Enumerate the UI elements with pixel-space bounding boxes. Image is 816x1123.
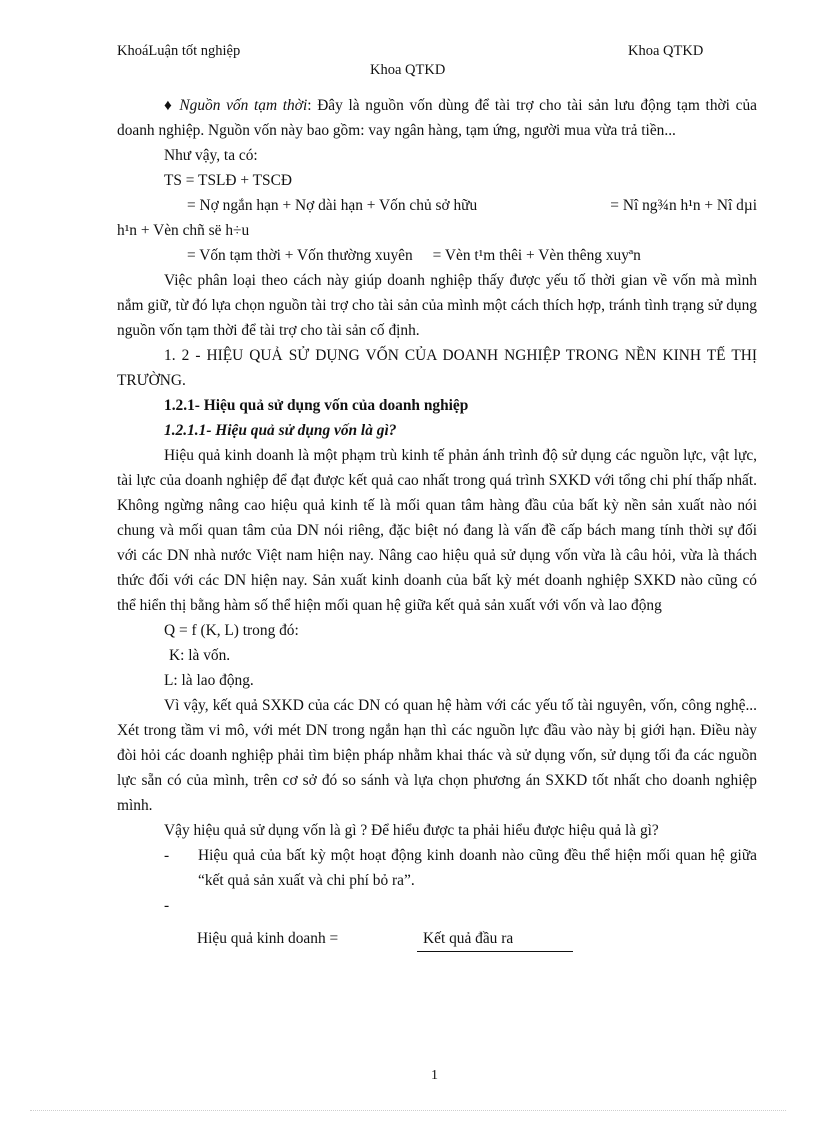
paragraph-therefore: Vì vậy, kết quả SXKD của các DN có quan hệ hàm với các yếu tố tài nguyên, vốn, công nghệ... Xét trong tầm vi mô, với mét DN trong ngắn hạn thì các nguồn lực đầu vào này bị giới hạn. Điều này đòi hỏi các doanh nghiệp phải tìm biện pháp nhằm khai thác và sử dụng vốn, sử dụng tối đa các nguồn lực sẵn có của mình, trên cơ sở đó so sánh và lựa chọn phương án SXKD tốt nhất cho doanh nghiệp mình.	[117, 697, 757, 814]
equation-3-left: = Vốn tạm thời + Vốn thường xuyên	[187, 247, 413, 264]
list-item	[117, 893, 757, 918]
equation-3	[117, 243, 757, 268]
equation-2-continuation: h¹n + Vèn chñ së h÷u	[117, 222, 250, 239]
heading-1-2-1: 1.2.1- Hiệu quả sử dụng vốn của doanh nghiệp	[164, 397, 469, 414]
paragraph-classification: Việc phân loại theo cách này giúp doanh nghiệp thấy được yếu tố thời gian về vốn mà mình nắm giữ, từ đó lựa chọn nguồn tài trợ cho tài sản của mình một cách thích hợp, tránh tình trạng sử dụng nguồn vốn tạm thời để tài trợ cho tài sản cố định.	[117, 272, 757, 339]
formula-q: Q = f (K, L) trong đó:	[164, 622, 299, 639]
paragraph-text: : Đây là nguồn vốn dùng để tài trợ cho tài sản lưu động tạm thời của doanh nghiệp. Nguồn vốn này bao gồm: vay ngân hàng, tạm ứng, người mua vừa trả tiền...	[117, 97, 757, 139]
equation-2-left: = Nợ ngắn hạn + Nợ dài hạn + Vốn chủ sở hữu	[187, 197, 478, 214]
formula-l: L: là lao động.	[164, 672, 254, 689]
equation-2	[117, 193, 757, 218]
document-body	[117, 93, 757, 968]
formula-label: Hiệu quả kinh doanh =	[197, 930, 339, 947]
list-dash-marker: -	[164, 897, 170, 914]
heading-1-2-1-1: 1.2.1.1- Hiệu quả sử dụng vốn là gì?	[164, 422, 397, 439]
term-temporary-capital: Nguồn vốn tạm thời	[179, 97, 308, 114]
page-number: 1	[431, 1068, 438, 1083]
paragraph-temporary-capital	[117, 93, 757, 143]
paragraph-question: Vậy hiệu quả sử dụng vốn là gì ? Để hiểu được ta phải hiểu được hiệu quả là gì?	[164, 822, 659, 839]
efficiency-formula	[117, 918, 757, 968]
page-bottom-divider	[30, 1110, 786, 1111]
header-left: KhoáLuận tốt nghiệp	[117, 43, 241, 59]
equation-1: TS = TSLĐ + TSCĐ	[164, 172, 292, 189]
fraction-line	[417, 951, 573, 952]
list-dash-marker: -	[164, 847, 170, 864]
paragraph-business-efficiency: Hiệu quả kinh doanh là một phạm trù kinh tế phản ánh trình độ sử dụng các nguồn lực, vật lực, tài lực của doanh nghiệp để đạt được kết quả cao nhất trong quá trình SXKD với tổng chi phí thấp nhất. Không ngừng nâng cao hiệu quả kinh tế là mối quan tâm hàng đầu của bất kỳ nền sản xuất nào nói chung và mối quan tâm của DN nói riêng, đặc biệt nó đang là vấn đề cấp bách mang tính thời sự đối với các DN nhà nước Việt nam hiện nay. Nâng cao hiệu quả sử dụng vốn vừa là câu hỏi, vừa là thách thức đối với các DN hiện nay. Sản xuất kinh doanh của bất kỳ mét doanh nghiệp SXKD nào cũng có thể hiển thị bằng hàm số thể hiện mối quan hệ giữa kết quả sản xuất với vốn và lao động	[117, 447, 757, 614]
paragraph-thus: Như vậy, ta có:	[164, 147, 258, 164]
formula-k: K: là vốn.	[169, 647, 231, 664]
heading-section-1-2: 1. 2 - HIỆU QUẢ SỬ DỤNG VỐN CỦA DOANH NGHIỆP TRONG NỀN KINH TẾ THỊ TRƯỜNG.	[117, 347, 757, 389]
equation-2-right: = Nî ng¾n h¹n + Nî dµi	[610, 197, 757, 214]
list-item-text: Hiệu quả của bất kỳ một hoạt động kinh doanh nào cũng đều thể hiện mối quan hệ giữa “kết quả sản xuất và chi phí bỏ ra”.	[198, 847, 757, 889]
header-center: Khoa QTKD	[370, 62, 446, 78]
equation-3-right: = Vèn t¹m thêi + Vèn thêng xuyªn	[432, 247, 641, 264]
formula-numerator: Kết quả đầu ra	[423, 930, 514, 947]
diamond-bullet-icon: ♦	[164, 97, 174, 114]
header-right: Khoa QTKD	[628, 43, 704, 59]
list-item	[117, 843, 757, 893]
